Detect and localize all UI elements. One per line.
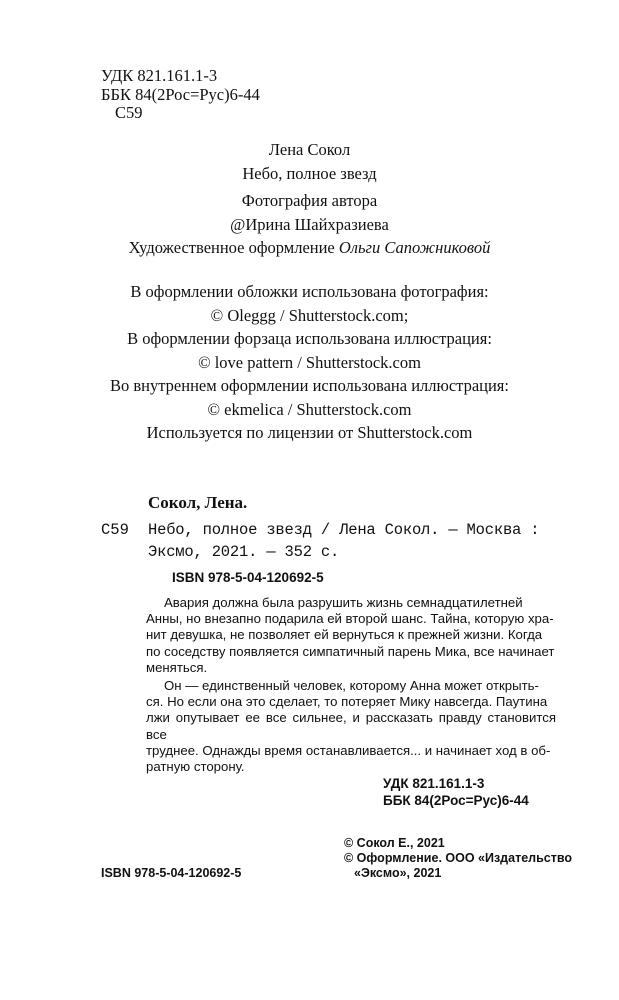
credit-cover-note: В оформлении обложки использована фотография: [130, 282, 489, 301]
catalog-heading: Сокол, Лена. [148, 493, 248, 512]
credits-block-design [0, 236, 619, 260]
credit-design-line [0, 236, 619, 260]
annotation-paragraph-1 [146, 595, 556, 676]
annotation-line: Анны, но внезапно подарила ей второй шанс. Тайна, которую хра- [146, 611, 554, 627]
top-bbk: ББК 84(2Рос=Рус)6-44 [101, 85, 260, 104]
catalog-isbn: ISBN 978-5-04-120692-5 [172, 570, 324, 585]
bottom-udk: УДК 821.161.1-3 [383, 776, 485, 791]
annotation-line: по соседству появляется симпатичный парень Мика, все начинает [146, 643, 555, 659]
credit-title: Небо, полное звезд [242, 163, 377, 183]
annotation-line: меняться. [146, 659, 208, 675]
credits-block-photo [0, 189, 619, 236]
credit-license: Используется по лицензии от Shutterstock.com [146, 423, 473, 442]
credit-endpaper-credit: © love pattern / Shutterstock.com [198, 352, 421, 372]
credit-cover-credit: © Oleggg / Shutterstock.com; [210, 305, 409, 325]
credit-inner-note: Во внутреннем оформлении использована иллюстрация: [110, 376, 509, 395]
copyright-design: © Оформление. ООО «Издательство [344, 851, 572, 865]
copyright-publisher: «Эксмо», 2021 [354, 866, 442, 880]
annotation-line: ратную сторону. [146, 759, 245, 775]
catalog-mark: С59 [101, 521, 129, 539]
annotation-line: Авария должна была разрушить жизнь семнадцатилетней [164, 595, 523, 610]
credit-photo-label: Фотография автора [241, 191, 378, 210]
credit-photo-name: @Ирина Шайхразиева [230, 214, 389, 234]
top-author-mark: С59 [115, 103, 143, 122]
top-udk: УДК 821.161.1-3 [101, 66, 218, 85]
credits-block-images [0, 280, 619, 445]
credit-design-name: Ольги Сапожниковой [338, 238, 491, 257]
copyright-isbn: ISBN 978-5-04-120692-5 [101, 866, 242, 880]
credit-inner-credit: © ekmelica / Shutterstock.com [207, 399, 412, 419]
credit-author: Лена Сокол [268, 140, 351, 159]
bottom-bbk: ББК 84(2Рос=Рус)6-44 [383, 793, 529, 808]
annotation-line: нит девушка, не позволяет ей вернуться к прежней жизни. Когда [146, 627, 543, 643]
copyright-author: © Сокол Е., 2021 [344, 836, 445, 850]
catalog-line-1: Небо, полное звезд / Лена Сокол. — Москва : [148, 521, 540, 539]
annotation-line: Он — единственный человек, которому Анна может открыть- [164, 678, 539, 694]
catalog-line-2: Эксмо, 2021. — 352 с. [148, 543, 340, 561]
annotation-line: труднее. Однажды время останавливается... и начинает ход в об- [146, 742, 551, 758]
annotation-paragraph-2 [146, 678, 556, 775]
annotation-line: лжи опутывает ее все сильнее, и рассказать правду становится все [146, 710, 556, 742]
annotation-line: ся. Но если она это сделает, то потеряет Мику навсегда. Паутина [146, 694, 548, 710]
annotation [146, 595, 556, 775]
credits-block-title [0, 138, 619, 185]
credit-endpaper-note: В оформлении форзаца использована иллюстрация: [127, 329, 492, 348]
credit-design-prefix: Художественное оформление [128, 238, 339, 257]
